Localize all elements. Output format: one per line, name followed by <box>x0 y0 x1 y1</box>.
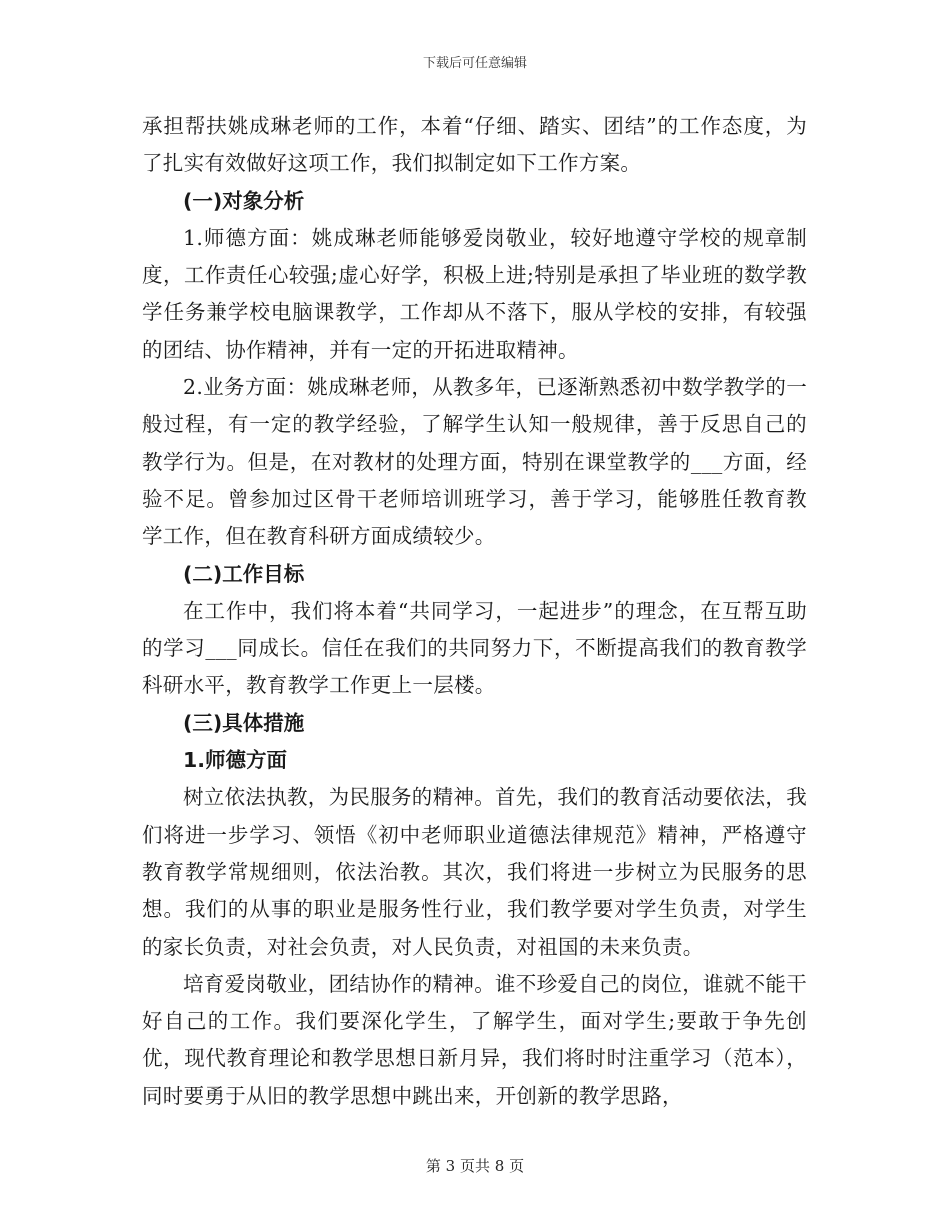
paragraph-dedication: 培育爱岗敬业，团结协作的精神。谁不珍爱自己的岗位，谁就不能干好自己的工作。我们要深化学生，了解学生，面对学生;要敢于争先创优，现代教育理论和教学思想日新月异，我们将时时注重学习（范本），同时要勇于从旧的教学思想中跳出来，开创新的教学思路， <box>142 971 807 1108</box>
paragraph-goal: 在工作中，我们将本着“共同学习，一起进步”的理念，在互帮互助的学习___同成长。信任在我们的共同努力下，不断提高我们的教育教学科研水平，教育教学工作更上一层楼。 <box>142 598 807 698</box>
paragraph-intro: 承担帮扶姚成琳老师的工作，本着“仔细、踏实、团结”的工作态度，为了扎实有效做好这项工作，我们拟制定如下工作方案。 <box>142 114 807 176</box>
page-header: 下载后可任意编辑 <box>422 56 527 71</box>
document-body <box>142 108 807 1115</box>
subsection-heading-ethics: 1.师德方面 <box>183 748 288 773</box>
page-footer: 第 3 页共 8 页 <box>425 1157 525 1175</box>
paragraph-business: 2.业务方面：姚成琳老师，从教多年，已逐渐熟悉初中数学教学的一般过程，有一定的教学经验，了解学生认知一般规律，善于反思自己的教学行为。但是，在对教材的处理方面，特别在课堂教学的___方面，经验不足。曾参加过区骨干老师培训班学习，善于学习，能够胜任教育教学工作，但在教育科研方面成绩较少。 <box>142 375 807 549</box>
paragraph-ethics: 1.师德方面：姚成琳老师能够爱岗敬业，较好地遵守学校的规章制度，工作责任心较强;虚心好学，积极上进;特别是承担了毕业班的数学教学任务兼学校电脑课教学，工作却从不落下，服从学校的安排，有较强的团结、协作精神，并有一定的开拓进取精神。 <box>142 225 807 362</box>
section-heading-measures: (三)具体措施 <box>183 710 305 735</box>
section-heading-object-analysis: (一)对象分析 <box>183 188 305 213</box>
paragraph-law-service: 树立依法执教，为民服务的精神。首先，我们的教育活动要依法，我们将进一步学习、领悟《初中老师职业道德法律规范》精神，严格遵守教育教学常规细则，依法治教。其次，我们将进一步树立为民服务的思想。我们的从事的职业是服务性行业，我们教学要对学生负责，对学生的家长负责，对社会负责，对人民负责，对祖国的未来负责。 <box>142 785 807 959</box>
section-heading-work-goal: (二)工作目标 <box>183 561 305 586</box>
